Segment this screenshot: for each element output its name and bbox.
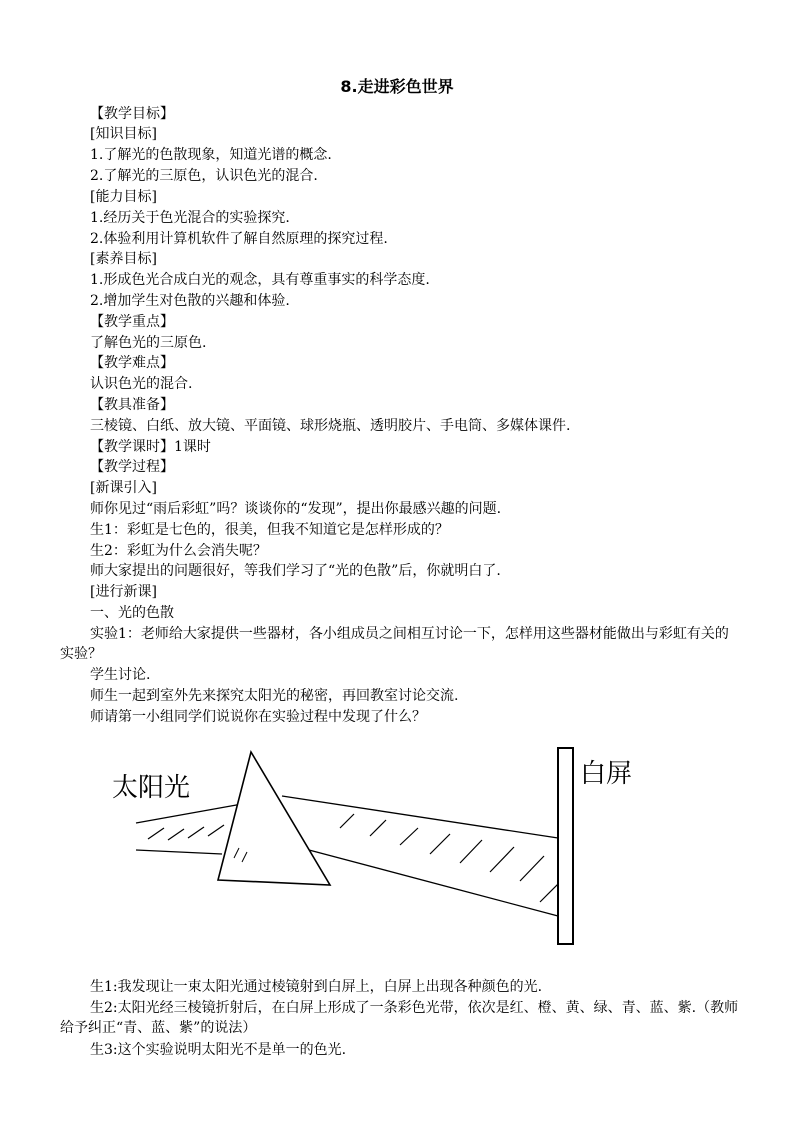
white-screen-label: 白屏: [580, 759, 633, 789]
line-21: 生1：彩虹是七色的，很美，但我不知道它是怎样形成的？: [90, 522, 449, 538]
line-28: 师请第一小组同学们说说你在实验过程中发现了什么？: [90, 709, 426, 725]
dispersed-light-band: [282, 796, 558, 916]
white-screen: [558, 748, 573, 944]
experiment-1: 实验1：老师给大家提供一些器材，各小组成员之间相互讨论一下，怎样用这些器材能做出与彩虹有关的实验？: [60, 626, 729, 662]
line-20: 师你见过“雨后彩虹”吗？谈谈你的“发现”，提出你最感兴趣的问题.: [90, 501, 502, 517]
line-7: 2.体验利用计算机软件了解自然原理的探究过程.: [90, 231, 388, 247]
line-6: 1.经历关于色光混合的实验探究.: [90, 210, 290, 226]
page-title: 8.走进彩色世界: [340, 77, 454, 96]
line-8: [素养目标]: [90, 251, 157, 267]
line-2: [知识目标]: [90, 126, 157, 142]
line-26: 学生讨论.: [90, 667, 151, 683]
line-17: 【教学课时】1课时: [90, 439, 211, 455]
sun-light-label: 太阳光: [112, 773, 191, 803]
line-3: 1.了解光的色散现象，知道光谱的概念.: [90, 147, 332, 163]
line-25: 一、光的色散: [90, 605, 174, 621]
prism-dispersion-diagram: [108, 744, 648, 984]
prism: [218, 752, 330, 885]
line-10: 2.增加学生对色散的兴趣和体验.: [90, 293, 290, 309]
line-9: 1.形成色光合成白光的观念，具有尊重事实的科学态度.: [90, 272, 430, 288]
answer-3: 生3:这个实验说明太阳光不是单一的色光.: [90, 1042, 347, 1058]
line-1: 【教学目标】: [90, 106, 174, 122]
line-27: 师生一起到室外先来探究太阳光的秘密，再回教室讨论交流.: [90, 688, 459, 704]
line-22: 生2：彩虹为什么会消失呢？: [90, 543, 267, 559]
line-23: 师大家提出的问题很好，等我们学习了“光的色散”后，你就明白了.: [90, 563, 501, 579]
line-19: [新课引入]: [90, 480, 157, 496]
line-14: 认识色光的混合.: [90, 376, 193, 392]
line-16: 三棱镜、白纸、放大镜、平面镜、球形烧瓶、透明胶片、手电筒、多媒体课件.: [90, 418, 571, 434]
answer-1: 生1:我发现让一束太阳光通过棱镜射到白屏上，白屏上出现各种颜色的光.: [90, 979, 543, 995]
answer-2: 生2:太阳光经三棱镜折射后，在白屏上形成了一条彩色光带，依次是红、橙、黄、绿、青、蓝、紫.（教师给予纠正“青、蓝、紫”的说法）: [60, 1000, 739, 1036]
line-5: [能力目标]: [90, 189, 157, 205]
line-13: 【教学难点】: [90, 355, 174, 371]
line-18: 【教学过程】: [90, 459, 174, 475]
line-24: [进行新课]: [90, 584, 157, 600]
line-15: 【教具准备】: [90, 397, 174, 413]
line-11: 【教学重点】: [90, 314, 174, 330]
line-12: 了解色光的三原色.: [90, 335, 207, 351]
line-4: 2.了解光的三原色，认识色光的混合.: [90, 168, 318, 184]
